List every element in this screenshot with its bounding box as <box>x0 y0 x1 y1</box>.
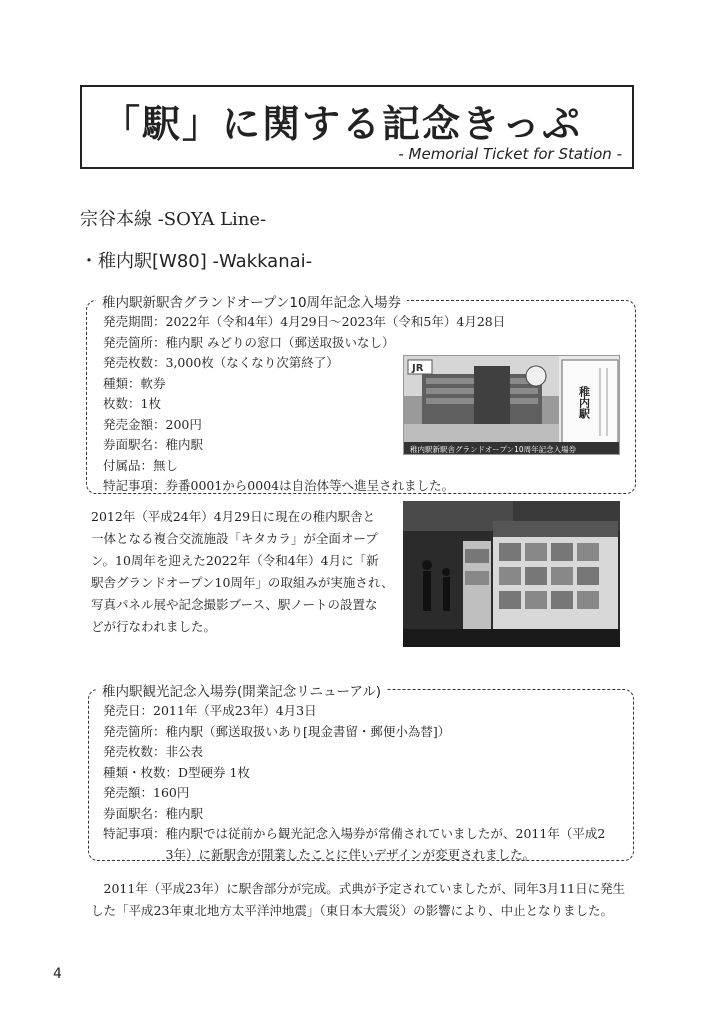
ticket2-title: 稚内駅観光記念入場券(開業記念リニューアル) <box>96 680 387 700</box>
detail-line: 券面駅名：稚内駅 <box>103 805 204 821</box>
detail-line: 発売枚数：非公表 <box>103 744 204 759</box>
detail-line: 券面駅名：稚内駅 <box>103 437 204 452</box>
ticket1-title: 稚内駅新駅舎グランドオープン10周年記念入場券 <box>96 291 407 311</box>
detail-line: 発売箇所：稚内駅（郵送取扱いあり[現金書留・郵便小為替]） <box>103 723 451 739</box>
detail-line: 3年）に新駅舎が開業したことに伴いデザインが変更されました。 <box>103 846 536 862</box>
exhibit-illustration <box>403 501 620 647</box>
detail-line: 枚数：1枚 <box>103 396 161 411</box>
line-heading: 宗谷本線 -SOYA Line- <box>80 209 267 230</box>
title-box <box>80 85 634 169</box>
detail-line: 種類：軟券 <box>103 375 166 391</box>
detail-line: 付属品：無し <box>103 457 179 473</box>
ticket2-details <box>103 701 605 865</box>
paragraph-line: 写真パネル展や記念撮影ブース、駅ノートの設置な <box>91 597 378 612</box>
detail-line: 発売額：160円 <box>103 785 190 800</box>
paragraph-line: 駅舎グランドオープン10周年」の取組みが実施され、 <box>91 575 394 590</box>
ticket-station-name: 稚内駅 <box>577 386 591 419</box>
ticket1-image <box>403 355 620 455</box>
detail-line: 発売期間：2022年（令和4年）4月29日～2023年（令和5年）4月28日 <box>103 314 506 329</box>
exhibit-photo <box>403 501 620 647</box>
paragraph-line: ン。10周年を迎えた2022年（令和4年）4月に「新 <box>91 553 379 568</box>
paragraph-line: どが行なわれました。 <box>91 619 217 634</box>
paragraph-line: 2011年（平成23年）に駅舎部分が完成。式典が予定されていましたが、同年3月11日に発生 <box>91 881 626 896</box>
paragraph-kitakara <box>91 506 394 638</box>
detail-line: 発売金額：200円 <box>103 416 202 432</box>
detail-line: 特記事項：稚内駅では従前から観光記念入場券が常備されていましたが、2011年（平成2 <box>103 826 606 841</box>
paragraph-line: 一体となる複合交流施設「キタカラ」が全面オープ <box>91 531 378 546</box>
page-subtitle: - Memorial Ticket for Station - <box>398 145 622 163</box>
station-heading: ・稚内駅[W80] -Wakkanai- <box>80 251 313 272</box>
detail-line: 種類・枚数：D型硬券 1枚 <box>103 764 250 780</box>
detail-line: 特記事項：券番0001から0004は自治体等へ進呈されました。 <box>103 478 455 493</box>
paragraph-opening <box>91 878 625 922</box>
paragraph-line: 2012年（平成24年）4月29日に現在の稚内駅舎と <box>91 509 376 524</box>
jr-logo: JR <box>412 363 424 374</box>
page-title: 「駅」に関する記念きっぷ <box>102 102 583 146</box>
detail-line: 発売箇所：稚内駅 みどりの窓口（郵送取扱いなし） <box>103 334 395 350</box>
ticket-illustration <box>404 356 620 455</box>
detail-line: 発売日：2011年（平成23年）4月3日 <box>103 703 317 718</box>
ticket-caption: 稚内駅新駅舎グランドオープン10周年記念入場券 <box>410 445 577 454</box>
page-number: 4 <box>53 966 62 982</box>
paragraph-line: した「平成23年東北地方太平洋沖地震」（東日本大震災）の影響により、中止となりました。 <box>91 903 614 918</box>
detail-line: 発売枚数：3,000枚（なくなり次第終了） <box>103 355 339 370</box>
